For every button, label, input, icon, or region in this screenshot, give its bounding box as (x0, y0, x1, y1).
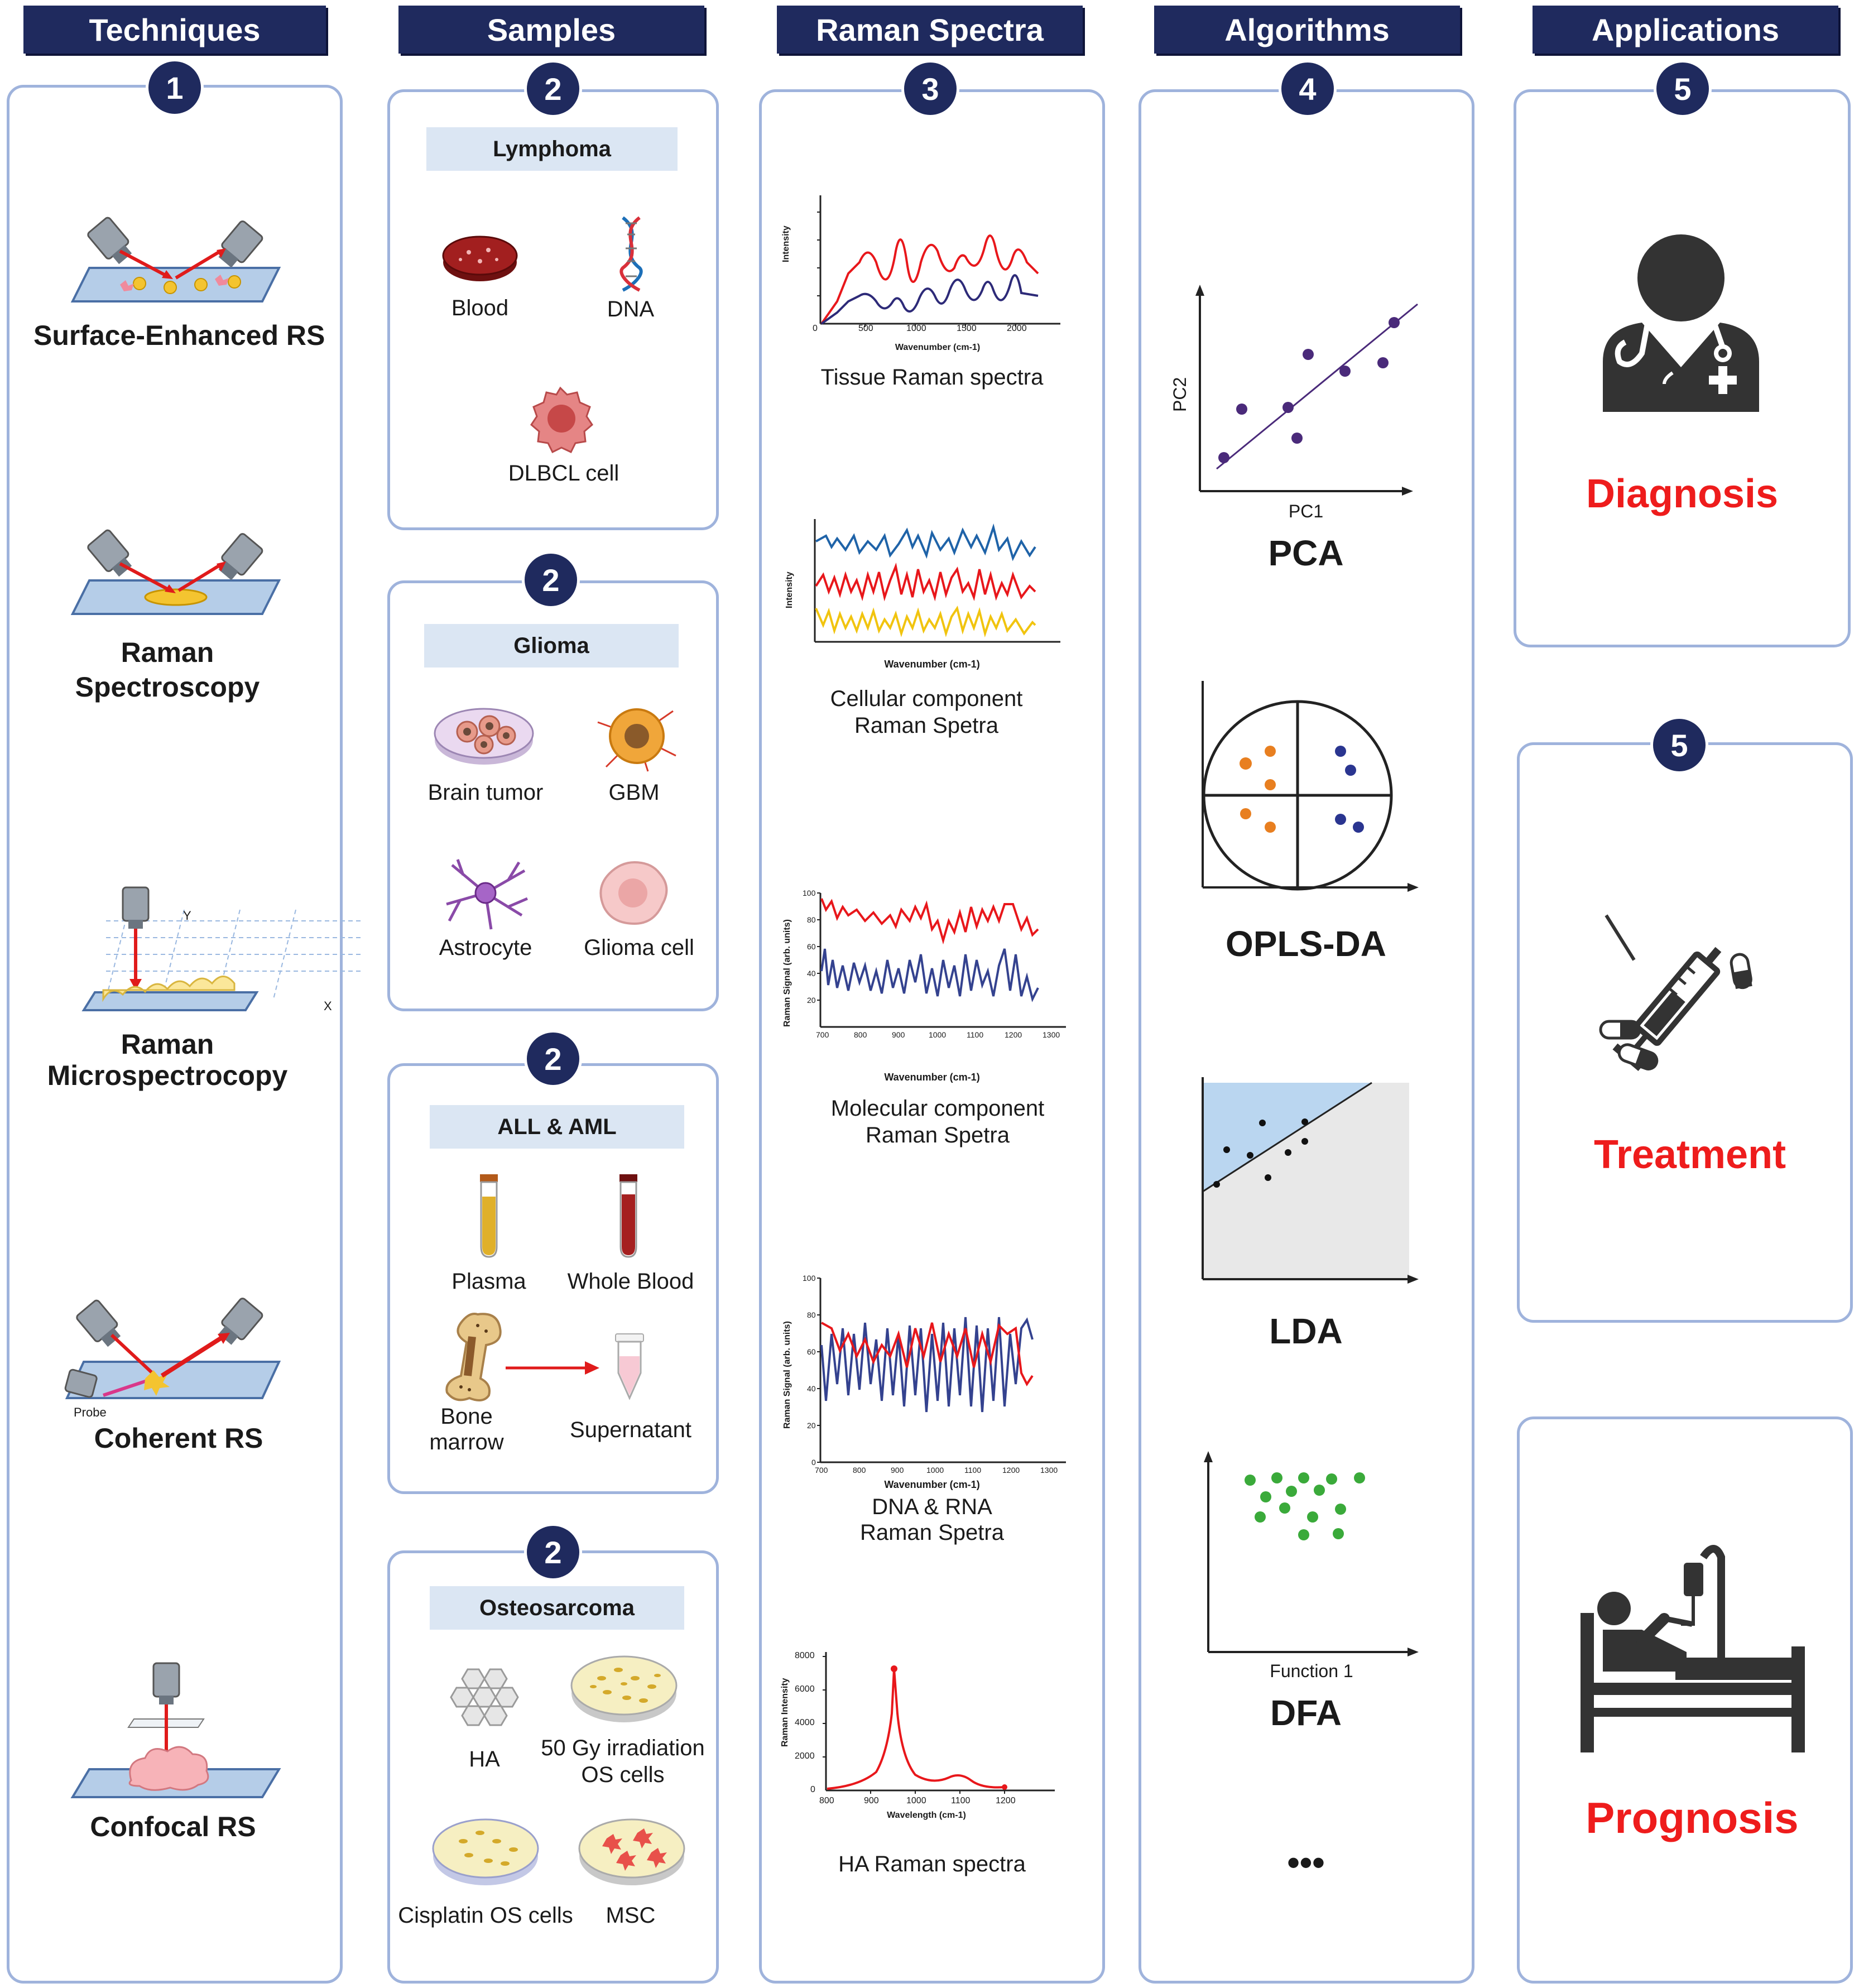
dna-xtick-800: 800 (853, 1466, 866, 1475)
whole-blood-tube-icon (617, 1174, 640, 1258)
dfa-function1-label: Function 1 (1270, 1661, 1353, 1681)
ha-xtick-900: 900 (864, 1796, 879, 1805)
opls-da-label: OPLS-DA (1226, 924, 1386, 964)
confocal-rs-label: Confocal RS (90, 1811, 256, 1842)
dna-xtick-1300: 1300 (1040, 1466, 1058, 1475)
glioma-cell-icon (598, 859, 671, 926)
molecular-ylabel: Raman Signal (arb. units) (782, 919, 792, 1027)
ha-ytick-8000: 8000 (795, 1651, 815, 1660)
msc-label: MSC (606, 1903, 656, 1928)
osteosarcoma-title: Osteosarcoma (430, 1586, 684, 1630)
ha-xlabel: Wavelength (cm-1) (887, 1811, 966, 1820)
cisplatin-label: Cisplatin OS cells (398, 1903, 573, 1928)
irradiation-dish-icon (568, 1648, 680, 1726)
pca-plot (1183, 279, 1429, 502)
badge-2-glioma: 2 (525, 554, 577, 606)
sers-label: Surface-Enhanced RS (33, 320, 325, 351)
raman-spectroscopy-illustration (67, 536, 290, 625)
molecular-xtick-800: 800 (854, 1030, 867, 1039)
bone-marrow-label-1: Bone (440, 1404, 493, 1429)
cellular-ylabel: Intensity (785, 572, 794, 608)
tissue-navy-series (822, 275, 1038, 324)
molecular-xlabel: Wavenumber (cm-1) (884, 1072, 980, 1083)
gbm-cell-icon (595, 700, 679, 772)
ha-label: HA (469, 1747, 500, 1771)
bone-marrow-label-2: marrow (429, 1430, 504, 1454)
molecular-xtick-700: 700 (816, 1030, 829, 1039)
msc-dish-icon (576, 1811, 688, 1889)
dfa-plot (1200, 1446, 1434, 1663)
ha-ylabel: Raman Intensity (780, 1678, 790, 1747)
micro-axis-y: Y (183, 909, 191, 923)
doctor-icon (1597, 233, 1765, 412)
glioma-title: Glioma (424, 624, 679, 668)
sers-illustration (67, 218, 290, 307)
ha-ytick-4000: 4000 (795, 1718, 815, 1727)
diagnosis-label: Diagnosis (1586, 472, 1779, 516)
glioma-cell-label: Glioma cell (584, 935, 694, 960)
brain-tumor-dish-icon (431, 701, 537, 768)
dna-ytick-80: 80 (807, 1310, 816, 1319)
badge-1: 1 (148, 61, 201, 114)
ha-ytick-0: 0 (810, 1785, 815, 1794)
irradiation-label-2: OS cells (581, 1763, 665, 1787)
dlbcl-label: DLBCL cell (508, 461, 619, 486)
ha-ytick-2000: 2000 (795, 1751, 815, 1761)
molecular-ytick-60: 60 (807, 942, 816, 951)
molecular-xtick-900: 900 (892, 1030, 905, 1039)
dna-caption-2: Raman Spetra (860, 1520, 1004, 1545)
micro-axis-x: X (324, 999, 332, 1013)
molecular-caption-2: Raman Spetra (866, 1123, 1010, 1147)
dna-ylabel: Raman Signal (arb. units) (782, 1321, 792, 1429)
raman-spectroscopy-label-2: Spectroscopy (75, 671, 260, 703)
bone-marrow-icon (439, 1312, 506, 1401)
header-applications: Applications (1533, 6, 1838, 54)
molecular-red-series (822, 899, 1038, 940)
lda-label: LDA (1269, 1311, 1343, 1351)
dfa-label: DFA (1270, 1693, 1342, 1733)
badge-5-diagnosis: 5 (1656, 63, 1709, 115)
dna-xtick-1000: 1000 (926, 1466, 944, 1475)
tissue-ylabel: Intensity (781, 225, 791, 262)
tissue-tick-2000: 2000 (1007, 324, 1027, 333)
tissue-tick-0: 0 (813, 324, 818, 333)
molecular-xtick-1300: 1300 (1043, 1030, 1060, 1039)
pca-pc2-label: PC2 (1170, 377, 1190, 412)
badge-4: 4 (1281, 63, 1334, 115)
tissue-spectrum-chart (792, 190, 1083, 357)
confocal-rs-illustration (67, 1663, 290, 1808)
pca-pc1-label: PC1 (1288, 501, 1324, 521)
ha-ytick-6000: 6000 (795, 1684, 815, 1694)
coherent-rs-illustration (61, 1306, 296, 1418)
tissue-tick-500: 500 (858, 324, 873, 333)
brain-tumor-label: Brain tumor (427, 780, 544, 805)
cellular-red-series (816, 566, 1035, 597)
tissue-red-series (822, 236, 1038, 324)
dna-ytick-100: 100 (803, 1274, 816, 1283)
molecular-xtick-1200: 1200 (1005, 1030, 1022, 1039)
hospital-bed-patient-icon (1581, 1546, 1809, 1752)
dna-rna-spectrum-chart (792, 1272, 1083, 1473)
molecular-ytick-20: 20 (807, 996, 816, 1005)
cellular-blue-series (816, 527, 1035, 558)
ha-xtick-1000: 1000 (906, 1796, 926, 1805)
cellular-spectrum-chart (792, 513, 1083, 659)
tissue-xlabel: Wavenumber (cm-1) (895, 343, 981, 352)
tissue-tick-1000: 1000 (906, 324, 926, 333)
plasma-tube-icon (478, 1174, 500, 1258)
dna-xtick-700: 700 (815, 1466, 828, 1475)
badge-5-treatment: 5 (1653, 719, 1706, 771)
dna-ytick-20: 20 (807, 1421, 816, 1430)
tissue-tick-1500: 1500 (957, 324, 977, 333)
microspectroscopy-label-2: Microspectrocopy (47, 1060, 288, 1091)
more-algorithms-ellipsis: ••• (1287, 1842, 1325, 1883)
dna-xtick-1200: 1200 (1002, 1466, 1020, 1475)
supernatant-tube-icon (613, 1334, 646, 1401)
cellular-caption-1: Cellular component (830, 686, 1023, 711)
cellular-caption-2: Raman Spetra (854, 713, 998, 738)
cellular-xlabel: Wavenumber (cm-1) (884, 659, 980, 670)
ha-xtick-800: 800 (819, 1796, 834, 1805)
astrocyte-label: Astrocyte (439, 935, 532, 960)
raman-spectroscopy-label-1: Raman (121, 637, 214, 668)
arrow-to-supernatant-icon (506, 1360, 601, 1376)
dna-ytick-40: 40 (807, 1384, 816, 1393)
ha-spectrum-chart (792, 1646, 1083, 1803)
astrocyte-icon (441, 854, 530, 932)
dna-xtick-900: 900 (891, 1466, 904, 1475)
irradiation-label-1: 50 Gy irradiation (541, 1736, 705, 1760)
header-raman-spectra: Raman Spectra (777, 6, 1083, 54)
badge-2-osteosarcoma: 2 (527, 1526, 579, 1578)
molecular-ytick-80: 80 (807, 915, 816, 924)
blood-label: Blood (451, 296, 509, 320)
header-algorithms: Algorithms (1154, 6, 1460, 54)
ha-xtick-1100: 1100 (951, 1796, 971, 1805)
lda-plot (1194, 1077, 1429, 1295)
molecular-xtick-1000: 1000 (929, 1030, 947, 1039)
dna-ytick-60: 60 (807, 1347, 816, 1356)
molecular-xtick-1100: 1100 (967, 1030, 984, 1039)
molecular-spectrum-chart (792, 887, 1083, 1055)
lymphoma-title: Lymphoma (426, 127, 678, 171)
molecular-ytick-40: 40 (807, 969, 816, 978)
cellular-gold-series (816, 608, 1035, 633)
dna-ytick-0: 0 (811, 1458, 816, 1467)
molecular-caption-1: Molecular component (830, 1096, 1045, 1121)
ha-xtick-1200: 1200 (996, 1796, 1016, 1805)
probe-label: Probe (74, 1405, 107, 1419)
ha-peak-series (827, 1669, 1005, 1789)
blood-dish-icon (441, 229, 519, 285)
microspectroscopy-label-1: Raman (121, 1029, 214, 1060)
opls-da-plot (1194, 681, 1429, 899)
molecular-blue-series (822, 949, 1038, 999)
badge-3: 3 (904, 63, 957, 115)
badge-2-lymphoma: 2 (527, 63, 579, 115)
dna-xlabel: Wavenumber (cm-1) (884, 1479, 980, 1490)
header-techniques: Techniques (23, 6, 326, 54)
supernatant-label: Supernatant (570, 1418, 691, 1442)
dna-label: DNA (607, 297, 655, 321)
prognosis-label: Prognosis (1586, 1793, 1799, 1842)
syringe-pills-icon (1589, 910, 1757, 1088)
dna-xtick-1100: 1100 (964, 1466, 982, 1475)
header-samples: Samples (398, 6, 704, 54)
pca-label: PCA (1268, 533, 1344, 573)
dna-icon (617, 218, 645, 290)
plasma-label: Plasma (451, 1269, 526, 1294)
dna-caption-1: DNA & RNA (872, 1495, 992, 1519)
cisplatin-dish-icon (430, 1811, 541, 1889)
whole-blood-label: Whole Blood (567, 1269, 694, 1294)
dna-blue-series (822, 1317, 1032, 1412)
ha-crystal-icon (451, 1667, 518, 1728)
leukemia-title: ALL & AML (430, 1105, 684, 1149)
gbm-label: GBM (608, 780, 660, 805)
tissue-caption: Tissue Raman spectra (820, 365, 1044, 390)
treatment-label: Treatment (1593, 1132, 1786, 1177)
badge-2-leukemia: 2 (527, 1033, 579, 1085)
molecular-ytick-100: 100 (803, 889, 816, 897)
dlbcl-cell-icon (527, 385, 594, 452)
coherent-rs-label: Coherent RS (94, 1423, 263, 1454)
ha-caption: HA Raman spectra (838, 1852, 1026, 1876)
